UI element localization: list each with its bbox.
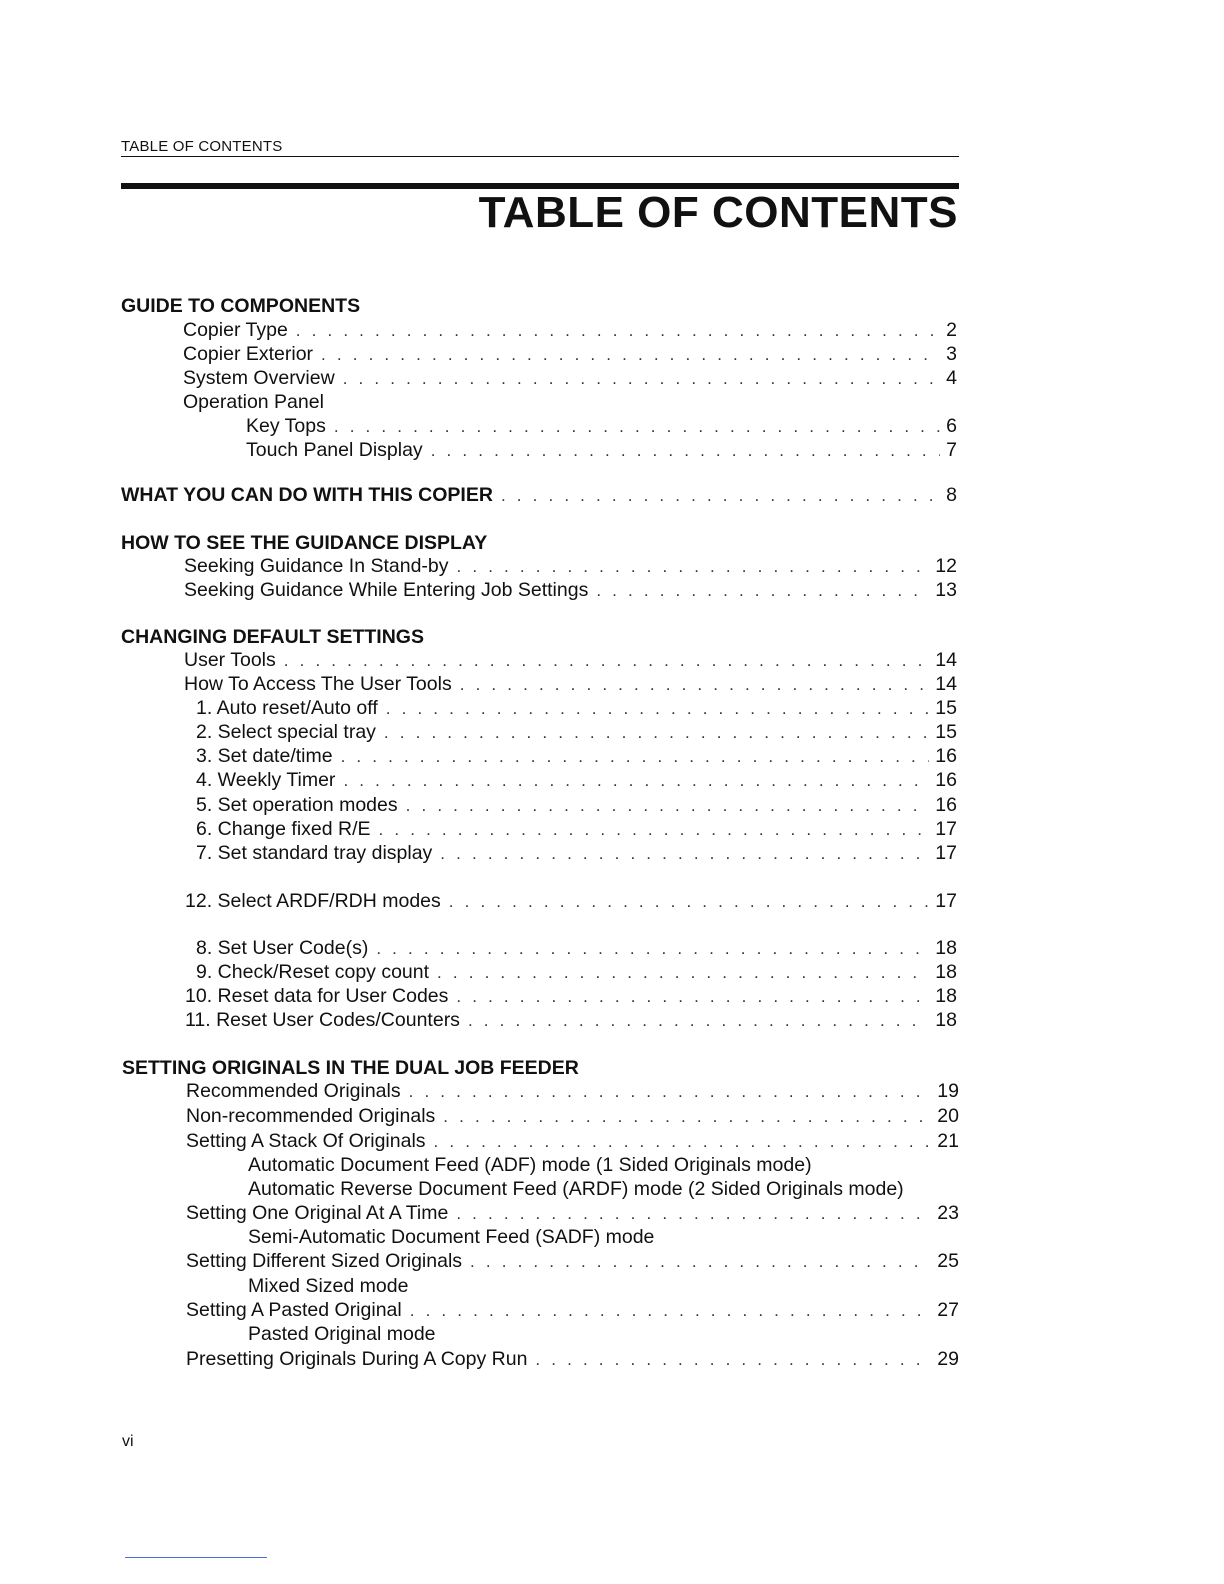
entry-page: 18 [935, 961, 957, 983]
dot-leader [535, 1348, 931, 1372]
entry-page: 14 [935, 649, 957, 671]
toc-entry[interactable] [196, 841, 957, 865]
entry-page: 20 [937, 1105, 959, 1127]
toc-entry[interactable] [196, 817, 957, 841]
entry-page: 17 [935, 890, 957, 912]
entry-label: Setting One Original At A Time [186, 1202, 449, 1224]
entry-label: How To Access The User Tools [184, 673, 452, 695]
toc-entry[interactable] [186, 1079, 959, 1103]
toc-entry[interactable] [185, 984, 957, 1008]
entry-page: 18 [935, 985, 957, 1007]
entry-page: 16 [935, 794, 957, 816]
entry-page: 16 [935, 769, 957, 791]
toc-entry[interactable] [196, 960, 957, 984]
dot-leader [456, 985, 929, 1009]
entry-page: 29 [937, 1348, 959, 1370]
entry-page: 17 [935, 818, 957, 840]
toc-entry[interactable] [196, 744, 957, 768]
dot-leader [440, 842, 929, 866]
entry-label: Mixed Sized mode [248, 1275, 409, 1297]
entry-label: Presetting Originals During A Copy Run [186, 1348, 528, 1370]
entry-label: Setting A Stack Of Originals [186, 1130, 426, 1152]
section-heading: GUIDE TO COMPONENTS [121, 295, 361, 317]
dot-leader [456, 1202, 931, 1226]
entry-label: Automatic Document Feed (ADF) mode (1 Sided Originals mode) [248, 1154, 812, 1176]
entry-page: 18 [935, 1009, 957, 1031]
entry-label: User Tools [184, 649, 276, 671]
entry-label: 11. Reset User Codes/Counters [185, 1009, 460, 1031]
page-title: TABLE OF CONTENTS [478, 188, 958, 237]
footer-line [125, 1557, 267, 1558]
entry-label: 1. Auto reset/Auto off [196, 697, 378, 719]
running-head: TABLE OF CONTENTS [121, 138, 283, 155]
entry-label: 8. Set User Code(s) [196, 937, 369, 959]
dot-leader [431, 439, 940, 463]
entry-label: Recommended Originals [186, 1080, 401, 1102]
dot-leader [501, 484, 940, 508]
entry-page: 17 [935, 842, 957, 864]
toc-entry[interactable] [248, 1177, 904, 1201]
entry-page: 21 [937, 1130, 959, 1152]
toc-entry[interactable] [186, 1298, 959, 1322]
dot-leader [596, 579, 929, 603]
entry-label: 7. Set standard tray display [196, 842, 433, 864]
toc-entry[interactable] [248, 1274, 408, 1298]
entry-label: Setting Different Sized Originals [186, 1250, 463, 1272]
toc-entry[interactable] [186, 1249, 959, 1273]
entry-label: 6. Change fixed R/E [196, 818, 371, 840]
entry-page: 8 [946, 484, 957, 506]
dot-leader [406, 794, 930, 818]
toc-entry[interactable] [186, 1129, 959, 1153]
entry-page: 14 [935, 673, 957, 695]
dot-leader [410, 1299, 932, 1323]
toc-entry[interactable] [186, 1104, 959, 1128]
entry-label: Touch Panel Display [246, 439, 423, 461]
dot-leader [434, 1130, 932, 1154]
entry-page: 3 [946, 343, 957, 365]
entry-label: Seeking Guidance In Stand-by [184, 555, 449, 577]
toc-entry[interactable] [184, 554, 957, 578]
dot-leader [341, 745, 930, 769]
entry-page: 25 [937, 1250, 959, 1272]
dot-leader [468, 1009, 929, 1033]
toc-entry[interactable] [246, 438, 957, 462]
toc-entry[interactable] [183, 390, 324, 414]
entry-page: 7 [946, 439, 957, 461]
entry-label: 10. Reset data for User Codes [185, 985, 449, 1007]
dot-leader [384, 721, 929, 745]
entry-page: 15 [935, 721, 957, 743]
toc-entry[interactable] [184, 578, 957, 602]
entry-label: 2. Select special tray [196, 721, 376, 743]
dot-leader [284, 649, 930, 673]
entry-label: Key Tops [246, 415, 326, 437]
dot-leader [334, 415, 940, 439]
entry-page: 27 [937, 1299, 959, 1321]
dot-leader [343, 769, 929, 793]
dot-leader [343, 367, 940, 391]
entry-page: 4 [946, 367, 957, 389]
entry-label: Setting A Pasted Original [186, 1299, 402, 1321]
dot-leader [376, 937, 929, 961]
entry-label: Copier Type [183, 319, 288, 341]
dot-leader [437, 961, 929, 985]
dot-leader [409, 1080, 932, 1104]
toc-entry[interactable] [196, 793, 957, 817]
dot-leader [379, 818, 930, 842]
toc-entry[interactable] [183, 318, 957, 342]
toc-entry[interactable] [246, 414, 957, 438]
header-rule [121, 156, 959, 157]
entry-label: Non-recommended Originals [186, 1105, 436, 1127]
section-heading: CHANGING DEFAULT SETTINGS [121, 626, 424, 648]
toc-entry[interactable] [196, 936, 957, 960]
entry-page: 23 [937, 1202, 959, 1224]
entry-label: 5. Set operation modes [196, 794, 398, 816]
section-heading: HOW TO SEE THE GUIDANCE DISPLAY [121, 532, 488, 554]
toc-entry[interactable] [196, 720, 957, 744]
entry-page: 13 [935, 579, 957, 601]
entry-label: Operation Panel [183, 391, 324, 413]
entry-page: 19 [937, 1080, 959, 1102]
entry-label: 9. Check/Reset copy count [196, 961, 430, 983]
toc-entry[interactable] [183, 366, 957, 390]
toc-entry[interactable] [185, 889, 957, 913]
entry-label: WHAT YOU CAN DO WITH THIS COPIER [121, 484, 493, 506]
entry-label: 4. Weekly Timer [196, 769, 336, 791]
section-heading: SETTING ORIGINALS IN THE DUAL JOB FEEDER [122, 1057, 579, 1079]
toc-entry[interactable] [248, 1322, 436, 1346]
entry-label: Automatic Reverse Document Feed (ARDF) mode (2 Sided Originals mode) [248, 1178, 904, 1200]
toc-entry[interactable] [184, 672, 957, 696]
toc-entry[interactable] [121, 483, 957, 507]
entry-page: 12 [935, 555, 957, 577]
toc-entry[interactable] [248, 1153, 812, 1177]
entry-page: 6 [946, 415, 957, 437]
entry-page: 2 [946, 319, 957, 341]
entry-label: 3. Set date/time [196, 745, 333, 767]
toc-entry[interactable] [248, 1225, 654, 1249]
entry-label: Semi-Automatic Document Feed (SADF) mode [248, 1226, 655, 1248]
dot-leader [296, 319, 940, 343]
dot-leader [386, 697, 930, 721]
entry-label: System Overview [183, 367, 335, 389]
toc-entry[interactable] [183, 342, 957, 366]
entry-label: Copier Exterior [183, 343, 314, 365]
toc-entry[interactable] [186, 1201, 959, 1225]
toc-entry[interactable] [186, 1347, 959, 1371]
toc-entry[interactable] [184, 648, 957, 672]
dot-leader [321, 343, 940, 367]
entry-page: 16 [935, 745, 957, 767]
entry-label: 12. Select ARDF/RDH modes [185, 890, 441, 912]
entry-label: Seeking Guidance While Entering Job Settings [184, 579, 589, 601]
toc-entry[interactable] [196, 768, 957, 792]
entry-label: Pasted Original mode [248, 1323, 436, 1345]
toc-entry[interactable] [196, 696, 957, 720]
page-number: vi [122, 1433, 134, 1450]
entry-page: 18 [935, 937, 957, 959]
toc-entry[interactable] [185, 1008, 957, 1032]
dot-leader [460, 673, 930, 697]
dot-leader [449, 890, 930, 914]
dot-leader [470, 1250, 931, 1274]
dot-leader [457, 555, 930, 579]
dot-leader [443, 1105, 931, 1129]
entry-page: 15 [935, 697, 957, 719]
